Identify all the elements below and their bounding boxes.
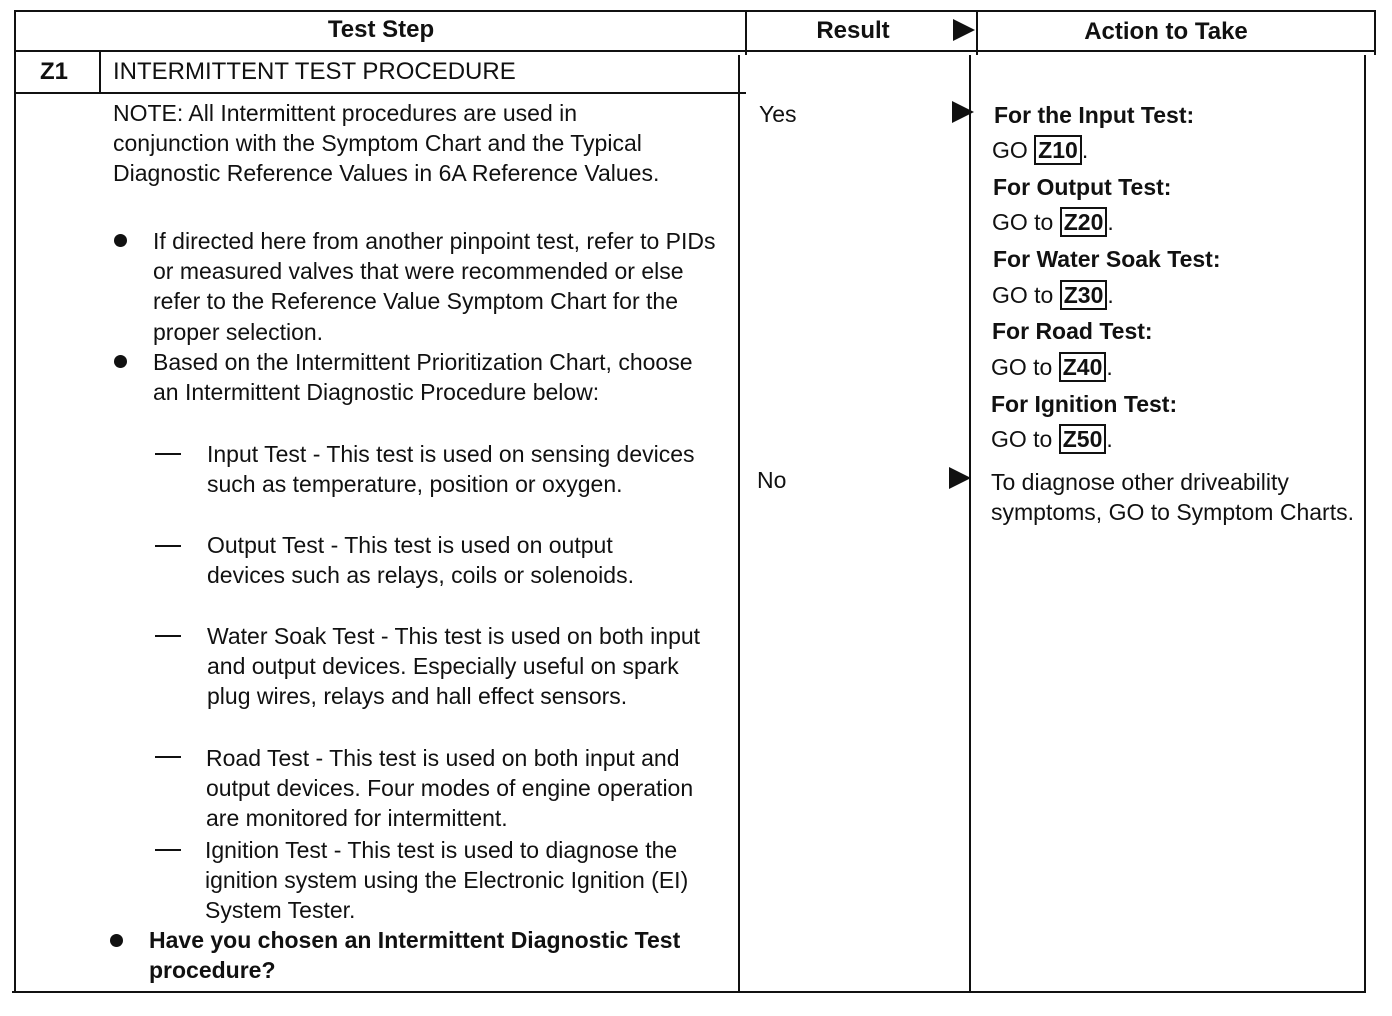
step-id: Z1 <box>40 58 69 85</box>
bullet-prioritization-chart: Based on the Intermittent Prioritization Chart, choose an Intermittent Diagnostic Procedure below: <box>153 349 693 406</box>
ref-z40: Z40 <box>1059 352 1107 382</box>
procedure-road-test: Road Test - This test is used on both input and output devices. Four modes of engine operation are monitored for intermittent. <box>206 745 694 832</box>
ref-z20: Z20 <box>1060 207 1108 237</box>
result-no: No <box>757 467 787 493</box>
question-text: Have you chosen an Intermittent Diagnostic Test procedure? <box>149 927 681 984</box>
note-text: NOTE: All Intermittent procedures are used in conjunction with the Symptom Chart and the Typical Diagnostic Reference Values in 6A Reference Values. <box>113 100 660 187</box>
step-title-bottom-border <box>16 92 746 94</box>
table-top-border <box>16 10 1376 12</box>
ref-z30: Z30 <box>1060 280 1108 310</box>
bullet-icon <box>114 234 127 247</box>
bullet-icon <box>114 355 127 368</box>
action-column-left-border-lower <box>969 55 971 993</box>
result-yes: Yes <box>759 101 797 127</box>
dash-icon <box>155 635 181 637</box>
step-title: INTERMITTENT TEST PROCEDURE <box>113 58 516 85</box>
bullet-directed-here: If directed here from another pinpoint test, refer to PIDs or measured valves that were recommended or else refer to the Reference Value Symptom Chart for the proper selection. <box>153 228 716 345</box>
procedure-water-soak-test: Water Soak Test - This test is used on both input and output devices. Especially useful on spark plug wires, relays and hall effect sensors. <box>207 623 701 710</box>
action-water-soak-go: GO to Z30 . <box>992 282 1114 308</box>
dash-icon <box>155 453 181 455</box>
header-result: Result <box>816 17 890 44</box>
action-output-heading: For Output Test: <box>993 174 1172 200</box>
ref-z10: Z10 <box>1034 135 1082 165</box>
result-yes-arrow-icon <box>952 101 974 123</box>
action-input-heading: For the Input Test: <box>994 102 1195 128</box>
dash-icon <box>155 545 181 547</box>
step-id-divider <box>99 50 101 93</box>
action-input-go: GO Z10 . <box>992 137 1089 163</box>
action-output-go: GO to Z20 . <box>992 209 1114 235</box>
procedure-ignition-test: Ignition Test - This test is used to diagnose the ignition system using the Electronic Ignition (EI) System Tester. <box>205 837 689 924</box>
dash-icon <box>155 756 181 758</box>
action-road-go: GO to Z40 . <box>991 354 1113 380</box>
ref-z50: Z50 <box>1059 424 1107 454</box>
header-bottom-border <box>16 50 1376 52</box>
header-action: Action to Take <box>1084 18 1248 45</box>
action-road-heading: For Road Test: <box>992 318 1153 344</box>
header-test-step: Test Step <box>327 16 435 43</box>
action-water-soak-heading: For Water Soak Test: <box>993 246 1221 272</box>
action-ignition-go: GO to Z50 . <box>991 426 1113 452</box>
bullet-icon <box>110 934 123 947</box>
table-bottom-border <box>12 991 1366 993</box>
table-right-border-lower <box>1364 55 1366 993</box>
header-arrow-icon <box>953 19 975 41</box>
dash-icon <box>155 849 181 851</box>
result-no-arrow-icon <box>949 467 971 489</box>
result-column-left-border-lower <box>738 55 740 993</box>
procedure-output-test: Output Test - This test is used on output devices such as relays, coils or solenoids. <box>207 532 634 589</box>
procedure-input-test: Input Test - This test is used on sensing devices such as temperature, position or oxygen. <box>207 441 695 498</box>
action-ignition-heading: For Ignition Test: <box>991 391 1178 417</box>
action-no-text: To diagnose other driveability symptoms, GO to Symptom Charts. <box>991 469 1354 526</box>
table-left-border <box>14 10 16 993</box>
table-right-border <box>1374 10 1376 55</box>
